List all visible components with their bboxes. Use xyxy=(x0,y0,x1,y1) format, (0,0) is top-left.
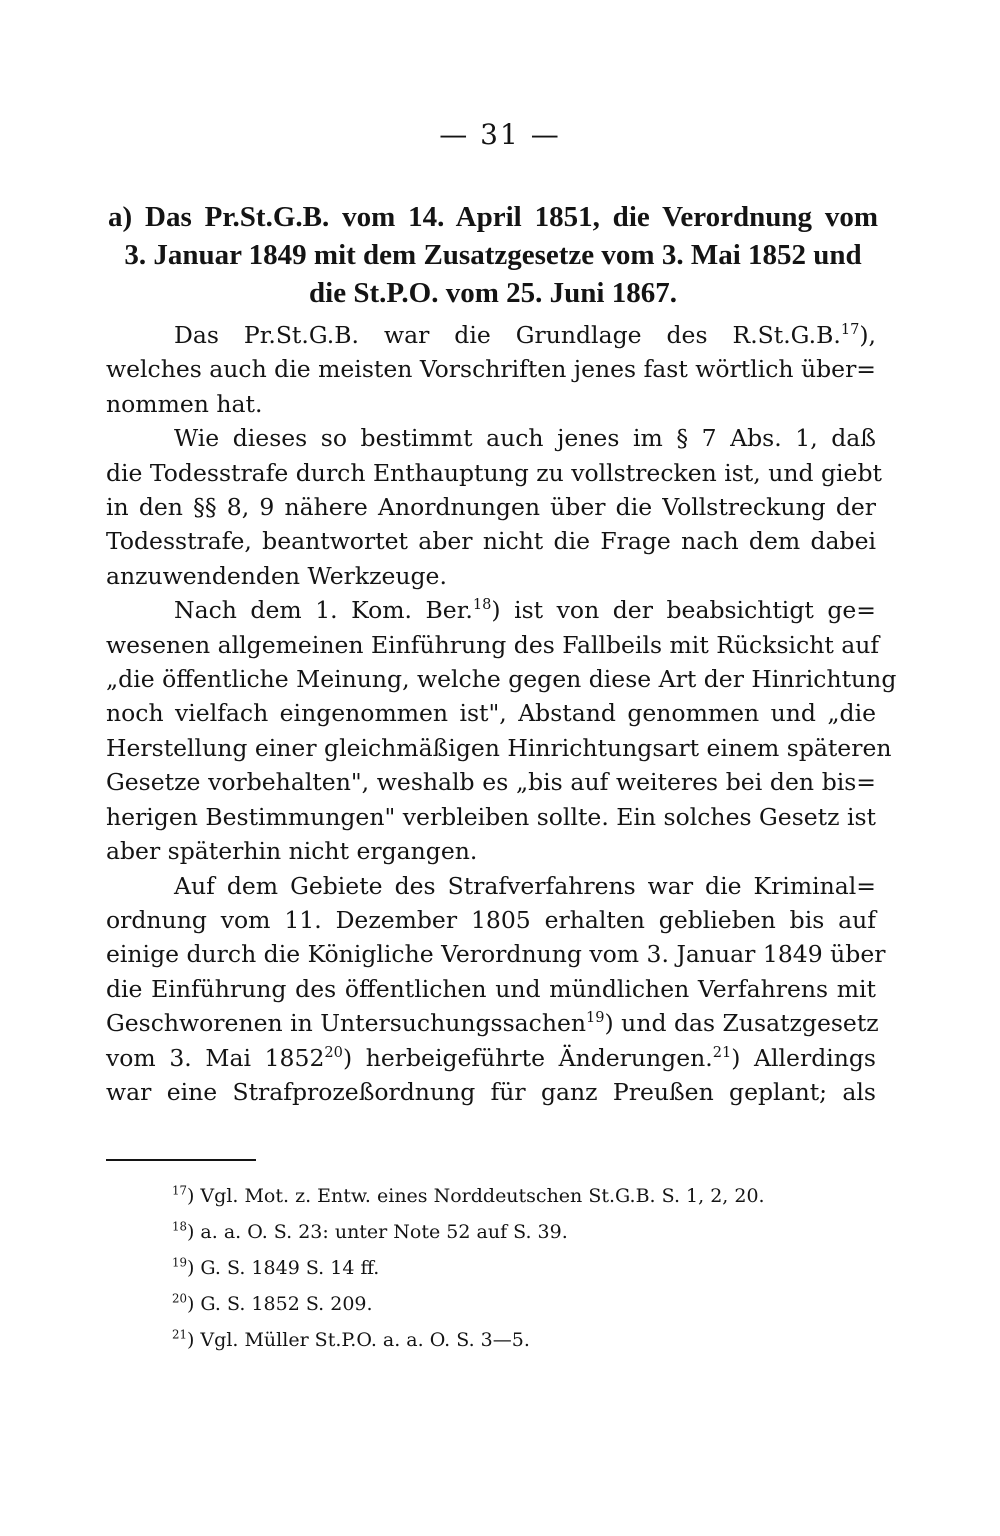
text-span: ) und das Zusatzgesetz xyxy=(604,1009,879,1038)
footnote-text: ) Vgl. Müller St.P.O. a. a. O. S. 3—5. xyxy=(186,1329,530,1351)
text-line: einige durch die Königliche Verordnung vom 3. Januar 1849 über xyxy=(106,940,886,969)
footnote-text: ) G. S. 1849 S. 14 ff. xyxy=(186,1257,380,1279)
text-line: die Todesstrafe durch Enthauptung zu vollstrecken ist, und giebt xyxy=(106,458,882,487)
footnote-number: 19 xyxy=(172,1255,187,1270)
text-line xyxy=(106,1006,879,1040)
paragraph-4 xyxy=(106,869,886,1110)
text-span: Das Pr.St.G.B. war die Grundlage des R.St.G.B. xyxy=(174,321,841,349)
text-line: nommen hat. xyxy=(106,389,263,418)
footnote-17 xyxy=(172,1178,872,1214)
text-line: herigen Bestimmungen" verbleiben sollte. Ein solches Gesetz ist xyxy=(106,802,876,831)
footnote-20 xyxy=(172,1286,872,1322)
footnote-ref: 19 xyxy=(586,1009,605,1027)
text-line: Auf dem Gebiete des Strafverfahrens war die Kriminal= xyxy=(174,871,876,900)
text-line: welches auch die meisten Vorschriften jenes fast wörtlich über= xyxy=(106,355,876,384)
text-line: war eine Strafprozeßordnung für ganz Preußen geplant; als xyxy=(106,1077,876,1106)
text-span: ) ist von der beabsichtigt ge= xyxy=(491,596,877,625)
footnote-ref: 18 xyxy=(472,596,492,614)
footnotes xyxy=(172,1178,872,1358)
footnote-19 xyxy=(172,1250,872,1286)
text-line: noch vielfach eingenommen ist", Abstand genommen und „die xyxy=(106,699,876,728)
text-span: Nach dem 1. Kom. Ber. xyxy=(174,596,473,625)
body-text xyxy=(106,318,897,1109)
footnote-text: ) a. a. O. S. 23: unter Note 52 auf S. 39. xyxy=(186,1221,568,1243)
text-span: vom 3. Mai 1852 xyxy=(106,1043,325,1072)
footnote-text: ) G. S. 1852 S. 209. xyxy=(186,1293,373,1315)
text-span: ) Allerdings xyxy=(731,1043,876,1072)
text-line xyxy=(106,1041,876,1075)
footnote-number: 18 xyxy=(172,1219,187,1234)
page-number: — 31 — xyxy=(439,118,561,151)
text-line: aber späterhin nicht ergangen. xyxy=(106,837,478,866)
footnote-number: 21 xyxy=(172,1327,187,1342)
text-line: Wie dieses so bestimmt auch jenes im § 7 Abs. 1, daß xyxy=(174,424,876,453)
footnote-ref: 20 xyxy=(324,1043,343,1061)
paragraph-1 xyxy=(106,318,876,421)
footnote-number: 17 xyxy=(172,1183,187,1198)
text-line: ordnung vom 11. Dezember 1805 erhalten geblieben bis auf xyxy=(106,905,876,934)
text-line: Todesstrafe, beantwortet aber nicht die Frage nach dem dabei xyxy=(106,527,876,556)
section-heading xyxy=(108,198,878,312)
text-line: anzuwendenden Werkzeuge. xyxy=(106,561,447,590)
paragraph-2 xyxy=(106,421,882,593)
footnote-21 xyxy=(172,1322,872,1358)
heading-line-1: a) Das Pr.St.G.B. vom 14. April 1851, die Verordnung vom xyxy=(108,201,878,233)
footnote-number: 20 xyxy=(172,1291,187,1306)
text-span: ), xyxy=(859,321,876,349)
footnote-ref: 21 xyxy=(712,1043,732,1061)
heading-line-3: die St.P.O. vom 25. Juni 1867. xyxy=(309,277,677,309)
text-line: Herstellung einer gleichmäßigen Hinrichtungsart einem späteren xyxy=(106,733,892,762)
heading-line-2: 3. Januar 1849 mit dem Zusatzgesetze vom 3. Mai 1852 und xyxy=(124,239,862,271)
footnote-ref: 17 xyxy=(840,321,860,339)
text-span: Geschworenen in Untersuchungssachen xyxy=(106,1009,587,1038)
paragraph-3 xyxy=(106,593,897,868)
text-line: „die öffentliche Meinung, welche gegen diese Art der Hinrichtung xyxy=(106,665,897,694)
text-line xyxy=(106,593,876,627)
text-line: wesenen allgemeinen Einführung des Fallbeils mit Rücksicht auf xyxy=(106,630,880,659)
text-line: in den §§ 8, 9 nähere Anordnungen über die Vollstreckung der xyxy=(106,493,876,522)
text-line: die Einführung des öffentlichen und mündlichen Verfahrens mit xyxy=(106,974,876,1003)
text-line xyxy=(106,318,876,352)
text-line: Gesetze vorbehalten", weshalb es „bis auf weiteres bei den bis= xyxy=(106,768,876,797)
footnote-divider xyxy=(106,1159,256,1161)
text-span: ) herbeigeführte Änderungen. xyxy=(342,1043,713,1072)
footnote-18 xyxy=(172,1214,872,1250)
footnote-text: ) Vgl. Mot. z. Entw. eines Norddeutschen St.G.B. S. 1, 2, 20. xyxy=(186,1185,765,1207)
